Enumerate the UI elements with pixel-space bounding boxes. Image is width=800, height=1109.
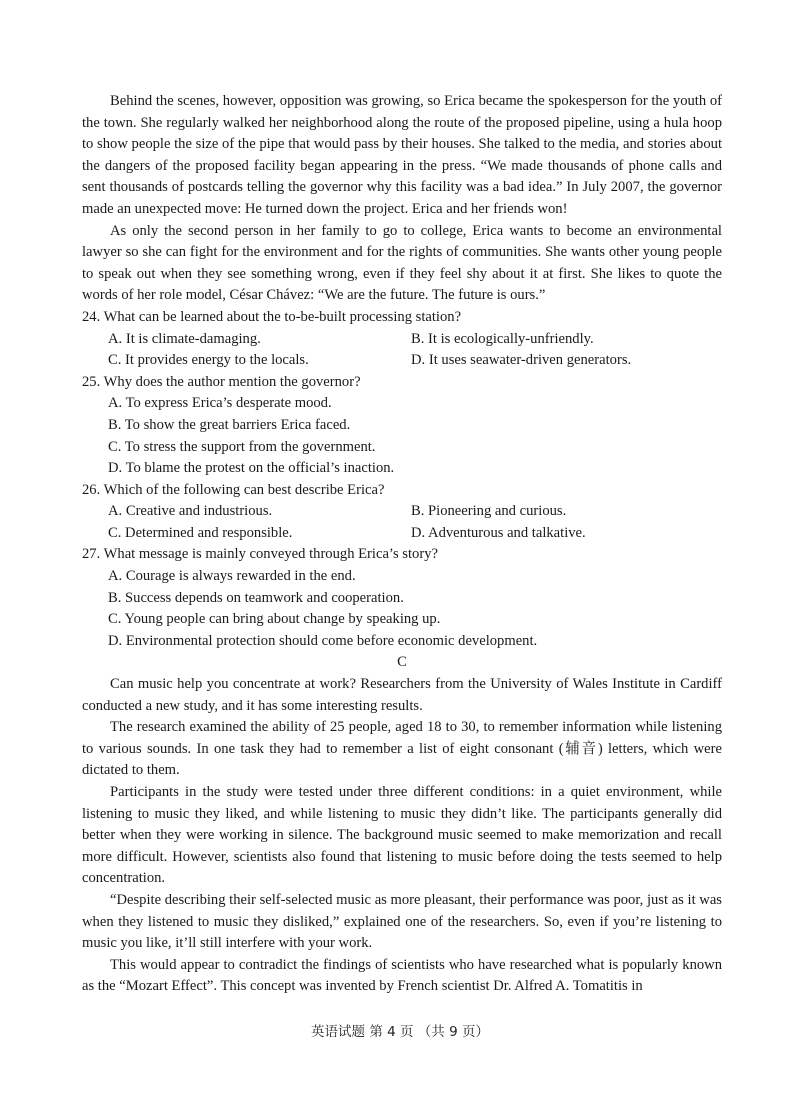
section-c-heading: C: [397, 654, 407, 671]
option-b: B. To show the great barriers Erica faced.: [108, 416, 351, 433]
question-options: [82, 393, 722, 479]
option-c: C. Determined and responsible.: [108, 524, 293, 541]
option-a: A. Creative and industrious.: [108, 503, 273, 520]
option-b: B. Success depends on teamwork and cooperation.: [108, 589, 404, 606]
question-stem: 26. Which of the following can best describe Erica?: [82, 481, 385, 498]
question-24: [82, 307, 722, 372]
page-content: [82, 91, 722, 998]
option-b: B. It is ecologically-unfriendly.: [411, 330, 594, 347]
passage-c-paragraph-2: The research examined the ability of 25 people, aged 18 to 30, to remember information while listening to various sounds. In one task they had to remember a list of eight consonant (辅音) letters, which were dictated to them.: [82, 719, 722, 779]
question-27: [82, 544, 722, 652]
option-c: C. Young people can bring about change by speaking up.: [108, 611, 441, 628]
question-options: [82, 501, 722, 544]
question-options: [82, 566, 722, 652]
option-d: D. Environmental protection should come before economic development.: [108, 632, 538, 649]
question-stem: 24. What can be learned about the to-be-built processing station?: [82, 308, 462, 325]
passage-b-paragraph-1: Behind the scenes, however, opposition was growing, so Erica became the spokesperson for the youth of the town. She regularly walked her neighborhood along the route of the proposed pipeline, using a hula hoop to show people the size of the pipe that would pass by their houses. She talked to the media, and stories about the dangers of the proposed facility began appearing in the press. “We made thousands of phone calls and sent thousands of postcards telling the governor why this facility was a bad idea.” In July 2007, the governor made an unexpected move: He turned down the project. Erica and her friends won!: [82, 93, 722, 217]
passage-c-paragraph-5: This would appear to contradict the findings of scientists who have researched what is popularly known as the “Mozart Effect”. This concept was invented by French scientist Dr. Alfred A. Tomatitis in: [82, 956, 722, 995]
passage-c-paragraph-1: Can music help you concentrate at work? Researchers from the University of Wales Institute in Cardiff conducted a new study, and it has some interesting results.: [82, 676, 722, 714]
option-c: C. To stress the support from the government.: [108, 438, 376, 455]
option-a: A. It is climate-damaging.: [108, 330, 261, 347]
question-26: [82, 480, 722, 545]
option-a: A. To express Erica’s desperate mood.: [108, 395, 332, 412]
option-d: D. It uses seawater-driven generators.: [411, 352, 632, 369]
option-c: C. It provides energy to the locals.: [108, 352, 309, 369]
option-b: B. Pioneering and curious.: [411, 503, 567, 520]
question-stem: 27. What message is mainly conveyed through Erica’s story?: [82, 546, 438, 563]
passage-b-paragraph-2: As only the second person in her family to go to college, Erica wants to become an environmental lawyer so she can fight for the environment and for the rights of communities. She wants other young people to speak out when they see something wrong, even if they feel shy about it at first. She likes to quote the words of her role model, César Chávez: “We are the future. The future is ours.”: [82, 222, 722, 304]
option-d: D. To blame the protest on the official’s inaction.: [108, 460, 395, 477]
question-options: [82, 329, 722, 372]
passage-c-paragraph-4: “Despite describing their self-selected music as more pleasant, their performance was poor, just as it was when they listened to music they disliked,” explained one of the researchers. So, even if you’re listening to music you like, it’ll still interfere with your work.: [82, 891, 722, 952]
passage-c-paragraph-3: Participants in the study were tested under three different conditions: in a quiet environment, while listening to music they liked, and while listening to music they didn’t like. The participants generally did better when they were working in silence. The background music seemed to make memorization and recall more difficult. However, scientists also found that listening to music before doing the tests seemed to help concentration.: [82, 784, 722, 887]
question-25: [82, 372, 722, 480]
page-footer: 英语试题 第 4 页 （共 9 页）: [311, 1024, 489, 1040]
option-d: D. Adventurous and talkative.: [411, 524, 586, 541]
question-stem: 25. Why does the author mention the governor?: [82, 373, 361, 390]
option-a: A. Courage is always rewarded in the end.: [108, 568, 356, 585]
